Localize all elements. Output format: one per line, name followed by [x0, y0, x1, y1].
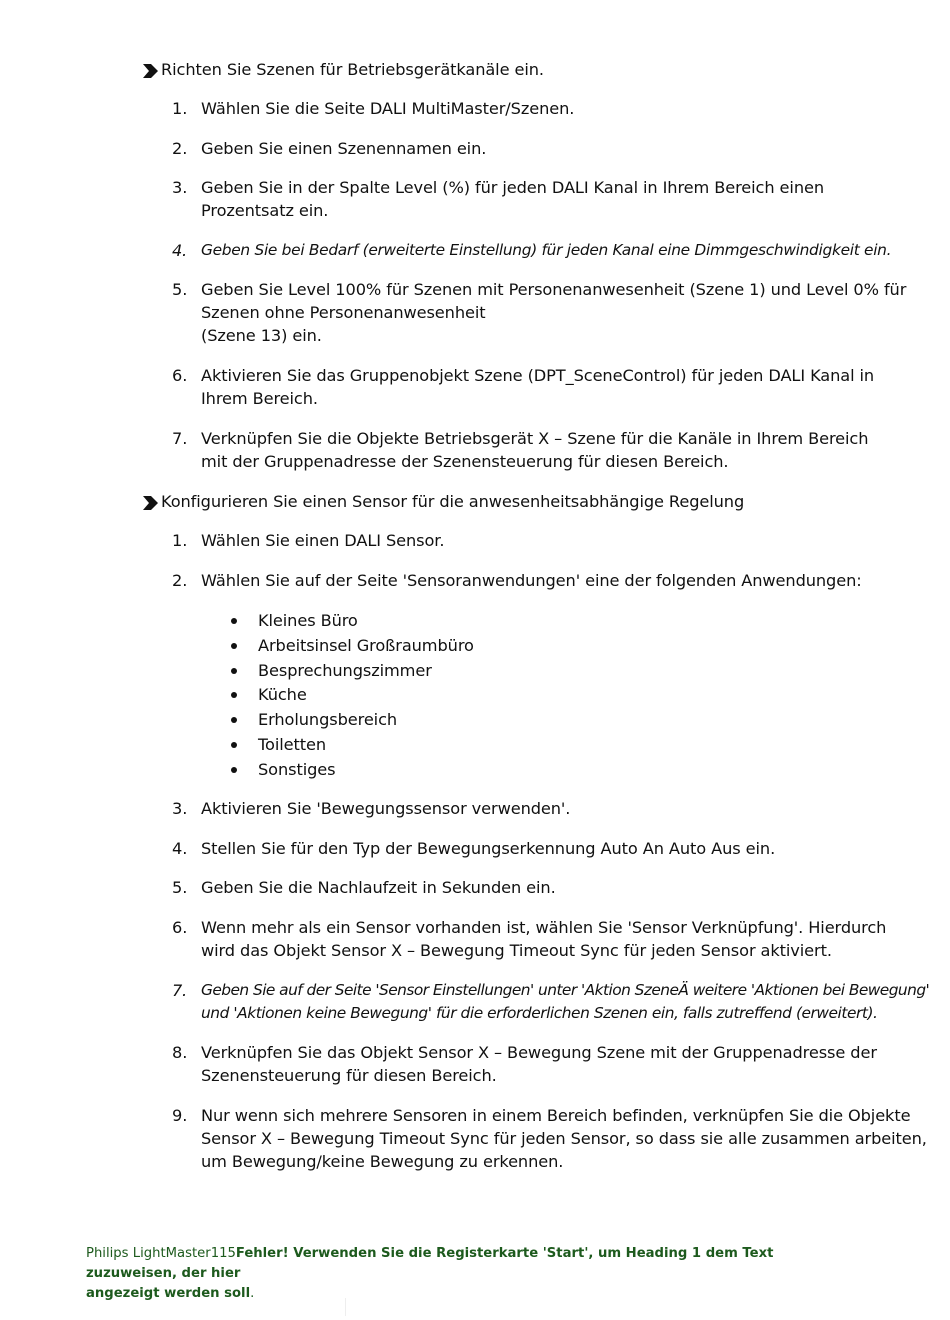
step-number: 9. [172, 1106, 188, 1125]
bullet-dot-icon [231, 717, 237, 723]
step-text: Wählen Sie auf der Seite 'Sensoranwendungen' eine der folgenden Anwendungen: [201, 571, 862, 590]
step-text: wird das Objekt Sensor X – Bewegung Timeout Sync für jeden Sensor aktiviert. [201, 941, 832, 960]
footer-page-number: 115 [210, 1246, 236, 1261]
step-number: 2. [172, 139, 188, 158]
step-text: Geben Sie Level 100% für Szenen mit Personenanwesenheit (Szene 1) und Level 0% für [201, 280, 907, 299]
step-text: Nur wenn sich mehrere Sensoren in einem Bereich befinden, verknüpfen Sie die Objekte [201, 1106, 911, 1125]
step-number: 7. [172, 429, 188, 448]
step-number: 5. [172, 280, 188, 299]
step-number: 4. [172, 839, 188, 858]
step-text: Szenen ohne Personenanwesenheit [201, 303, 486, 322]
bullet-dot-icon [231, 643, 237, 649]
step-text: Verknüpfen Sie das Objekt Sensor X – Bewegung Szene mit der Gruppenadresse der [201, 1043, 877, 1062]
section-heading: Richten Sie Szenen für Betriebsgerätkanäle ein. [161, 60, 544, 79]
step-text: (Szene 13) ein. [201, 326, 322, 345]
step-number: 8. [172, 1043, 188, 1062]
page-footer [86, 1244, 866, 1304]
list-item: Sonstiges [258, 760, 336, 779]
step-number: 3. [172, 178, 188, 197]
step-number: 4. [172, 241, 187, 260]
step-text: Stellen Sie für den Typ der Bewegungserkennung Auto An Auto Aus ein. [201, 839, 776, 858]
list-item: Toiletten [258, 735, 327, 754]
step-text: Geben Sie in der Spalte Level (%) für jeden DALI Kanal in Ihrem Bereich einen [201, 178, 824, 197]
list-item: Besprechungszimmer [258, 661, 432, 680]
step-text: Wählen Sie die Seite DALI MultiMaster/Szenen. [201, 99, 575, 118]
step-text: Prozentsatz ein. [201, 201, 329, 220]
footer-period: . [250, 1286, 255, 1301]
step-number: 7. [172, 981, 187, 1000]
footer-error-text: Fehler! Verwenden Sie die Registerkarte 'Start', um Heading 1 dem Text zuzuweisen, der hier [86, 1246, 774, 1281]
step-number: 3. [172, 799, 188, 818]
step-number: 2. [172, 571, 188, 590]
step-text: Verknüpfen Sie die Objekte Betriebsgerät X – Szene für die Kanäle in Ihrem Bereich [201, 429, 869, 448]
list-item: Küche [258, 685, 307, 704]
bullet-dot-icon [231, 742, 237, 748]
bullet-dot-icon [231, 618, 237, 624]
step-text: Aktivieren Sie das Gruppenobjekt Szene (DPT_SceneControl) für jeden DALI Kanal in [201, 366, 875, 385]
list-item: Erholungsbereich [258, 710, 398, 729]
step-text: Wählen Sie einen DALI Sensor. [201, 531, 445, 550]
bullet-dot-icon [231, 767, 237, 773]
bullet-dot-icon [231, 668, 237, 674]
footer-brand: Philips LightMaster [86, 1246, 211, 1261]
step-text-optional: Geben Sie auf der Seite 'Sensor Einstellungen' unter 'Aktion SzeneÄ weitere 'Aktionen bei Bewegung' [201, 981, 930, 999]
footer-error-text: angezeigt werden soll [86, 1286, 251, 1301]
step-text: Geben Sie einen Szenennamen ein. [201, 139, 487, 158]
step-number: 6. [172, 918, 188, 937]
step-number: 1. [172, 531, 188, 550]
step-text: Aktivieren Sie 'Bewegungssensor verwenden'. [201, 799, 571, 818]
page-divider [345, 1298, 346, 1316]
step-text: Sensor X – Bewegung Timeout Sync für jeden Sensor, so dass sie alle zusammen arbeiten, [201, 1129, 927, 1148]
step-text: Wenn mehr als ein Sensor vorhanden ist, wählen Sie 'Sensor Verknüpfung'. Hierdurch [201, 918, 887, 937]
step-text: Geben Sie die Nachlaufzeit in Sekunden ein. [201, 878, 556, 897]
step-text: Ihrem Bereich. [201, 389, 318, 408]
step-text: um Bewegung/keine Bewegung zu erkennen. [201, 1152, 564, 1171]
step-number: 5. [172, 878, 188, 897]
step-number: 1. [172, 99, 188, 118]
step-number: 6. [172, 366, 188, 385]
step-text-optional: Geben Sie bei Bedarf (erweiterte Einstellung) für jeden Kanal eine Dimmgeschwindigkeit ein. [201, 241, 892, 259]
section-heading: Konfigurieren Sie einen Sensor für die anwesenheitsabhängige Regelung [161, 492, 745, 511]
bullet-dot-icon [231, 692, 237, 698]
step-text: Szenensteuerung für diesen Bereich. [201, 1066, 497, 1085]
step-text-optional: und 'Aktionen keine Bewegung' für die erforderlichen Szenen ein, falls zutreffend (erweitert). [201, 1004, 878, 1022]
list-item: Arbeitsinsel Großraumbüro [258, 636, 474, 655]
list-item: Kleines Büro [258, 611, 358, 630]
step-text: mit der Gruppenadresse der Szenensteuerung für diesen Bereich. [201, 452, 729, 471]
